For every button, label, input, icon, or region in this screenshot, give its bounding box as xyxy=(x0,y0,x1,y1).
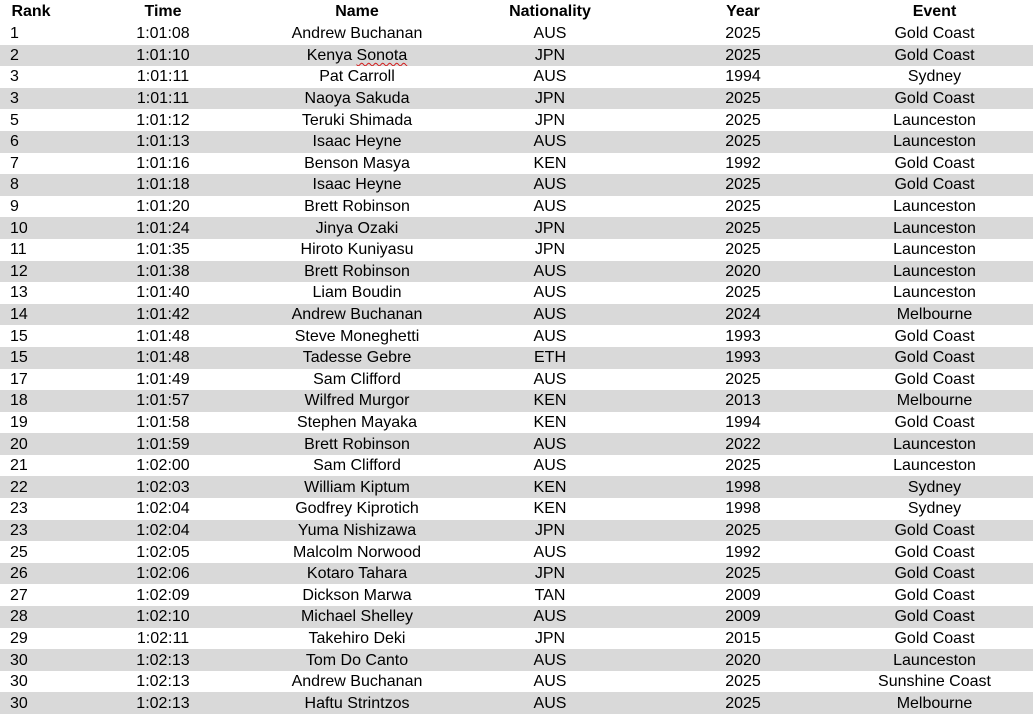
cell-rank[interactable]: 27 xyxy=(0,584,62,606)
cell-year[interactable]: 2025 xyxy=(650,563,836,585)
cell-year[interactable]: 2025 xyxy=(650,45,836,67)
cell-time[interactable]: 1:01:16 xyxy=(62,153,264,175)
table-row xyxy=(0,584,1033,606)
header-name[interactable]: Name xyxy=(264,0,450,23)
cell-year[interactable]: 1993 xyxy=(650,325,836,347)
cell-year[interactable]: 2009 xyxy=(650,606,836,628)
cell-name[interactable]: Tadesse Gebre xyxy=(264,347,450,369)
cell-nationality[interactable]: TAN xyxy=(450,584,650,606)
cell-rank[interactable]: 30 xyxy=(0,671,62,693)
cell-event[interactable]: Gold Coast xyxy=(836,174,1033,196)
table-row xyxy=(0,347,1033,369)
cell-rank[interactable]: 29 xyxy=(0,628,62,650)
cell-rank[interactable]: 26 xyxy=(0,563,62,585)
cell-name[interactable]: Isaac Heyne xyxy=(264,174,450,196)
table-row xyxy=(0,628,1033,650)
cell-nationality[interactable]: JPN xyxy=(450,88,650,110)
cell-name[interactable]: Malcolm Norwood xyxy=(264,541,450,563)
cell-time[interactable]: 1:02:11 xyxy=(62,628,264,650)
cell-time[interactable]: 1:01:40 xyxy=(62,282,264,304)
cell-rank[interactable]: 1 xyxy=(0,23,62,45)
cell-event[interactable]: Gold Coast xyxy=(836,88,1033,110)
cell-rank[interactable]: 3 xyxy=(0,66,62,88)
cell-time[interactable]: 1:02:05 xyxy=(62,541,264,563)
cell-name[interactable]: Takehiro Deki xyxy=(264,628,450,650)
cell-nationality[interactable]: AUS xyxy=(450,174,650,196)
cell-nationality[interactable]: KEN xyxy=(450,412,650,434)
cell-name[interactable]: Sam Clifford xyxy=(264,455,450,477)
cell-year[interactable]: 2025 xyxy=(650,196,836,218)
cell-nationality[interactable]: AUS xyxy=(450,66,650,88)
cell-event[interactable]: Gold Coast xyxy=(836,369,1033,391)
cell-name[interactable]: Dickson Marwa xyxy=(264,584,450,606)
cell-time[interactable]: 1:01:48 xyxy=(62,325,264,347)
cell-time[interactable]: 1:01:20 xyxy=(62,196,264,218)
cell-rank[interactable]: 23 xyxy=(0,498,62,520)
cell-rank[interactable]: 21 xyxy=(0,455,62,477)
cell-time[interactable]: 1:01:35 xyxy=(62,239,264,261)
cell-time[interactable]: 1:01:48 xyxy=(62,347,264,369)
cell-rank[interactable]: 3 xyxy=(0,88,62,110)
cell-time[interactable]: 1:01:42 xyxy=(62,304,264,326)
cell-year[interactable]: 2025 xyxy=(650,174,836,196)
cell-year[interactable]: 2025 xyxy=(650,88,836,110)
cell-nationality[interactable]: AUS xyxy=(450,455,650,477)
table-row xyxy=(0,45,1033,67)
cell-event[interactable]: Launceston xyxy=(836,455,1033,477)
cell-nationality[interactable]: AUS xyxy=(450,282,650,304)
cell-nationality[interactable]: JPN xyxy=(450,109,650,131)
cell-name[interactable]: Steve Moneghetti xyxy=(264,325,450,347)
table-row xyxy=(0,88,1033,110)
cell-rank[interactable]: 28 xyxy=(0,606,62,628)
cell-event[interactable]: Launceston xyxy=(836,239,1033,261)
cell-time[interactable]: 1:02:03 xyxy=(62,476,264,498)
cell-time[interactable]: 1:01:12 xyxy=(62,109,264,131)
cell-name[interactable]: Andrew Buchanan xyxy=(264,23,450,45)
table-row xyxy=(0,23,1033,45)
cell-year[interactable]: 2015 xyxy=(650,628,836,650)
cell-rank[interactable]: 6 xyxy=(0,131,62,153)
cell-time[interactable]: 1:02:00 xyxy=(62,455,264,477)
cell-rank[interactable]: 23 xyxy=(0,520,62,542)
cell-nationality[interactable]: JPN xyxy=(450,520,650,542)
cell-year[interactable]: 2025 xyxy=(650,217,836,239)
cell-rank[interactable]: 14 xyxy=(0,304,62,326)
cell-event[interactable]: Melbourne xyxy=(836,304,1033,326)
cell-nationality[interactable]: JPN xyxy=(450,217,650,239)
cell-name[interactable]: Brett Robinson xyxy=(264,261,450,283)
cell-nationality[interactable]: KEN xyxy=(450,390,650,412)
table-row xyxy=(0,455,1033,477)
cell-year[interactable]: 2025 xyxy=(650,131,836,153)
cell-nationality[interactable]: AUS xyxy=(450,671,650,693)
cell-rank[interactable]: 8 xyxy=(0,174,62,196)
cell-name[interactable]: Stephen Mayaka xyxy=(264,412,450,434)
cell-name[interactable]: Brett Robinson xyxy=(264,433,450,455)
cell-rank[interactable]: 25 xyxy=(0,541,62,563)
cell-event[interactable]: Sydney xyxy=(836,476,1033,498)
cell-time[interactable]: 1:01:10 xyxy=(62,45,264,67)
cell-event[interactable]: Sydney xyxy=(836,498,1033,520)
cell-year[interactable]: 1994 xyxy=(650,66,836,88)
cell-time[interactable]: 1:02:04 xyxy=(62,498,264,520)
cell-event[interactable]: Launceston xyxy=(836,282,1033,304)
cell-event[interactable]: Launceston xyxy=(836,131,1033,153)
cell-year[interactable]: 2020 xyxy=(650,261,836,283)
cell-nationality[interactable]: AUS xyxy=(450,131,650,153)
header-event[interactable]: Event xyxy=(836,0,1033,23)
cell-name-first: Kenya xyxy=(306,46,357,64)
table-row xyxy=(0,239,1033,261)
cell-time[interactable]: 1:01:57 xyxy=(62,390,264,412)
cell-nationality[interactable]: AUS xyxy=(450,369,650,391)
table-row xyxy=(0,369,1033,391)
cell-name[interactable]: Michael Shelley xyxy=(264,606,450,628)
cell-time[interactable]: 1:02:09 xyxy=(62,584,264,606)
table-row xyxy=(0,692,1033,714)
cell-time[interactable]: 1:01:13 xyxy=(62,131,264,153)
cell-nationality[interactable]: AUS xyxy=(450,196,650,218)
cell-time[interactable]: 1:01:58 xyxy=(62,412,264,434)
cell-name[interactable]: Godfrey Kiprotich xyxy=(264,498,450,520)
table-header xyxy=(0,0,1033,23)
cell-event[interactable]: Launceston xyxy=(836,433,1033,455)
table-row xyxy=(0,498,1033,520)
cell-year[interactable]: 2025 xyxy=(650,455,836,477)
table-row xyxy=(0,66,1033,88)
cell-event[interactable]: Gold Coast xyxy=(836,606,1033,628)
cell-rank[interactable]: 19 xyxy=(0,412,62,434)
header-rank[interactable]: Rank xyxy=(0,0,62,23)
cell-name[interactable]: Jinya Ozaki xyxy=(264,217,450,239)
header-nationality[interactable]: Nationality xyxy=(450,0,650,23)
cell-name[interactable]: Liam Boudin xyxy=(264,282,450,304)
cell-rank[interactable]: 15 xyxy=(0,347,62,369)
table-row xyxy=(0,520,1033,542)
cell-event[interactable]: Launceston xyxy=(836,196,1033,218)
cell-nationality[interactable]: JPN xyxy=(450,45,650,67)
cell-year[interactable]: 2009 xyxy=(650,584,836,606)
table-row xyxy=(0,217,1033,239)
cell-year[interactable]: 2013 xyxy=(650,390,836,412)
cell-event[interactable]: Gold Coast xyxy=(836,628,1033,650)
cell-event[interactable]: Melbourne xyxy=(836,692,1033,714)
cell-event[interactable]: Gold Coast xyxy=(836,325,1033,347)
table-row xyxy=(0,671,1033,693)
cell-event[interactable]: Gold Coast xyxy=(836,584,1033,606)
cell-rank[interactable]: 22 xyxy=(0,476,62,498)
table-row xyxy=(0,433,1033,455)
cell-nationality[interactable]: AUS xyxy=(450,325,650,347)
cell-nationality[interactable]: ETH xyxy=(450,347,650,369)
cell-nationality[interactable]: AUS xyxy=(450,606,650,628)
cell-nationality[interactable]: AUS xyxy=(450,261,650,283)
cell-nationality[interactable]: KEN xyxy=(450,498,650,520)
cell-rank[interactable]: 12 xyxy=(0,261,62,283)
cell-name[interactable]: Hiroto Kuniyasu xyxy=(264,239,450,261)
cell-event[interactable]: Gold Coast xyxy=(836,563,1033,585)
header-time[interactable]: Time xyxy=(62,0,264,23)
cell-name[interactable]: Sam Clifford xyxy=(264,369,450,391)
cell-nationality[interactable]: KEN xyxy=(450,476,650,498)
table-row xyxy=(0,649,1033,671)
cell-time[interactable]: 1:01:59 xyxy=(62,433,264,455)
cell-event[interactable]: Launceston xyxy=(836,217,1033,239)
table-row xyxy=(0,261,1033,283)
table-row xyxy=(0,282,1033,304)
cell-year[interactable]: 1998 xyxy=(650,498,836,520)
cell-name[interactable]: Naoya Sakuda xyxy=(264,88,450,110)
cell-year[interactable]: 1992 xyxy=(650,153,836,175)
cell-time[interactable]: 1:01:11 xyxy=(62,88,264,110)
cell-time[interactable]: 1:01:18 xyxy=(62,174,264,196)
cell-year[interactable]: 2022 xyxy=(650,433,836,455)
cell-year[interactable]: 2025 xyxy=(650,692,836,714)
cell-name[interactable]: Benson Masya xyxy=(264,153,450,175)
cell-time[interactable]: 1:02:13 xyxy=(62,671,264,693)
cell-time[interactable]: 1:02:13 xyxy=(62,649,264,671)
cell-event[interactable]: Launceston xyxy=(836,649,1033,671)
cell-event[interactable]: Gold Coast xyxy=(836,153,1033,175)
cell-time[interactable]: 1:02:13 xyxy=(62,692,264,714)
cell-name[interactable]: William Kiptum xyxy=(264,476,450,498)
cell-rank[interactable]: 5 xyxy=(0,109,62,131)
cell-nationality[interactable]: AUS xyxy=(450,23,650,45)
cell-nationality[interactable]: KEN xyxy=(450,153,650,175)
cell-rank[interactable]: 30 xyxy=(0,692,62,714)
table-row xyxy=(0,412,1033,434)
cell-year[interactable]: 2025 xyxy=(650,671,836,693)
cell-nationality[interactable]: AUS xyxy=(450,541,650,563)
cell-year[interactable]: 2024 xyxy=(650,304,836,326)
table-row xyxy=(0,196,1033,218)
cell-year[interactable]: 2020 xyxy=(650,649,836,671)
cell-year[interactable]: 2025 xyxy=(650,239,836,261)
cell-nationality[interactable]: AUS xyxy=(450,433,650,455)
cell-event[interactable]: Gold Coast xyxy=(836,347,1033,369)
table-row xyxy=(0,109,1033,131)
cell-time[interactable]: 1:02:06 xyxy=(62,563,264,585)
cell-year[interactable]: 1992 xyxy=(650,541,836,563)
spellcheck-word[interactable]: Sonota xyxy=(356,46,408,64)
table-row xyxy=(0,476,1033,498)
table-row xyxy=(0,390,1033,412)
cell-rank[interactable]: 15 xyxy=(0,325,62,347)
cell-time[interactable]: 1:01:08 xyxy=(62,23,264,45)
cell-year[interactable]: 2025 xyxy=(650,282,836,304)
cell-name[interactable]: Andrew Buchanan xyxy=(264,304,450,326)
cell-year[interactable]: 1994 xyxy=(650,412,836,434)
cell-rank[interactable]: 20 xyxy=(0,433,62,455)
cell-rank[interactable]: 11 xyxy=(0,239,62,261)
table-row xyxy=(0,304,1033,326)
cell-name[interactable] xyxy=(264,45,450,67)
cell-name[interactable]: Brett Robinson xyxy=(264,196,450,218)
table-row xyxy=(0,153,1033,175)
cell-year[interactable]: 2025 xyxy=(650,520,836,542)
cell-time[interactable]: 1:01:38 xyxy=(62,261,264,283)
cell-rank[interactable]: 18 xyxy=(0,390,62,412)
cell-event[interactable]: Gold Coast xyxy=(836,23,1033,45)
cell-time[interactable]: 1:01:11 xyxy=(62,66,264,88)
cell-event[interactable]: Sunshine Coast xyxy=(836,671,1033,693)
cell-nationality[interactable]: AUS xyxy=(450,692,650,714)
cell-nationality[interactable]: JPN xyxy=(450,563,650,585)
cell-nationality[interactable]: JPN xyxy=(450,628,650,650)
cell-event[interactable]: Launceston xyxy=(836,109,1033,131)
cell-event[interactable]: Gold Coast xyxy=(836,541,1033,563)
cell-year[interactable]: 1993 xyxy=(650,347,836,369)
cell-event[interactable]: Launceston xyxy=(836,261,1033,283)
header-row xyxy=(0,0,1033,23)
cell-year[interactable]: 2025 xyxy=(650,369,836,391)
header-year[interactable]: Year xyxy=(650,0,836,23)
table-row xyxy=(0,606,1033,628)
cell-year[interactable]: 1998 xyxy=(650,476,836,498)
table-row xyxy=(0,131,1033,153)
cell-event[interactable]: Gold Coast xyxy=(836,45,1033,67)
cell-event[interactable]: Gold Coast xyxy=(836,412,1033,434)
cell-year[interactable]: 2025 xyxy=(650,109,836,131)
cell-name[interactable]: Isaac Heyne xyxy=(264,131,450,153)
cell-rank[interactable]: 10 xyxy=(0,217,62,239)
table-row xyxy=(0,174,1033,196)
cell-rank[interactable]: 17 xyxy=(0,369,62,391)
cell-name[interactable]: Yuma Nishizawa xyxy=(264,520,450,542)
cell-time[interactable]: 1:02:04 xyxy=(62,520,264,542)
cell-name[interactable]: Pat Carroll xyxy=(264,66,450,88)
cell-event[interactable]: Sydney xyxy=(836,66,1033,88)
cell-rank[interactable]: 7 xyxy=(0,153,62,175)
cell-rank[interactable]: 2 xyxy=(0,45,62,67)
cell-name[interactable]: Teruki Shimada xyxy=(264,109,450,131)
cell-time[interactable]: 1:01:24 xyxy=(62,217,264,239)
cell-name[interactable]: Andrew Buchanan xyxy=(264,671,450,693)
cell-rank[interactable]: 30 xyxy=(0,649,62,671)
cell-nationality[interactable]: AUS xyxy=(450,304,650,326)
table-row xyxy=(0,563,1033,585)
cell-rank[interactable]: 9 xyxy=(0,196,62,218)
cell-event[interactable]: Gold Coast xyxy=(836,520,1033,542)
cell-year[interactable]: 2025 xyxy=(650,23,836,45)
table-body xyxy=(0,23,1033,714)
cell-nationality[interactable]: JPN xyxy=(450,239,650,261)
cell-time[interactable]: 1:01:49 xyxy=(62,369,264,391)
cell-rank[interactable]: 13 xyxy=(0,282,62,304)
cell-event[interactable]: Melbourne xyxy=(836,390,1033,412)
cell-name[interactable]: Kotaro Tahara xyxy=(264,563,450,585)
cell-nationality[interactable]: AUS xyxy=(450,649,650,671)
cell-name[interactable]: Wilfred Murgor xyxy=(264,390,450,412)
cell-time[interactable]: 1:02:10 xyxy=(62,606,264,628)
cell-name[interactable]: Haftu Strintzos xyxy=(264,692,450,714)
cell-name[interactable]: Tom Do Canto xyxy=(264,649,450,671)
table-row xyxy=(0,325,1033,347)
table-row xyxy=(0,541,1033,563)
